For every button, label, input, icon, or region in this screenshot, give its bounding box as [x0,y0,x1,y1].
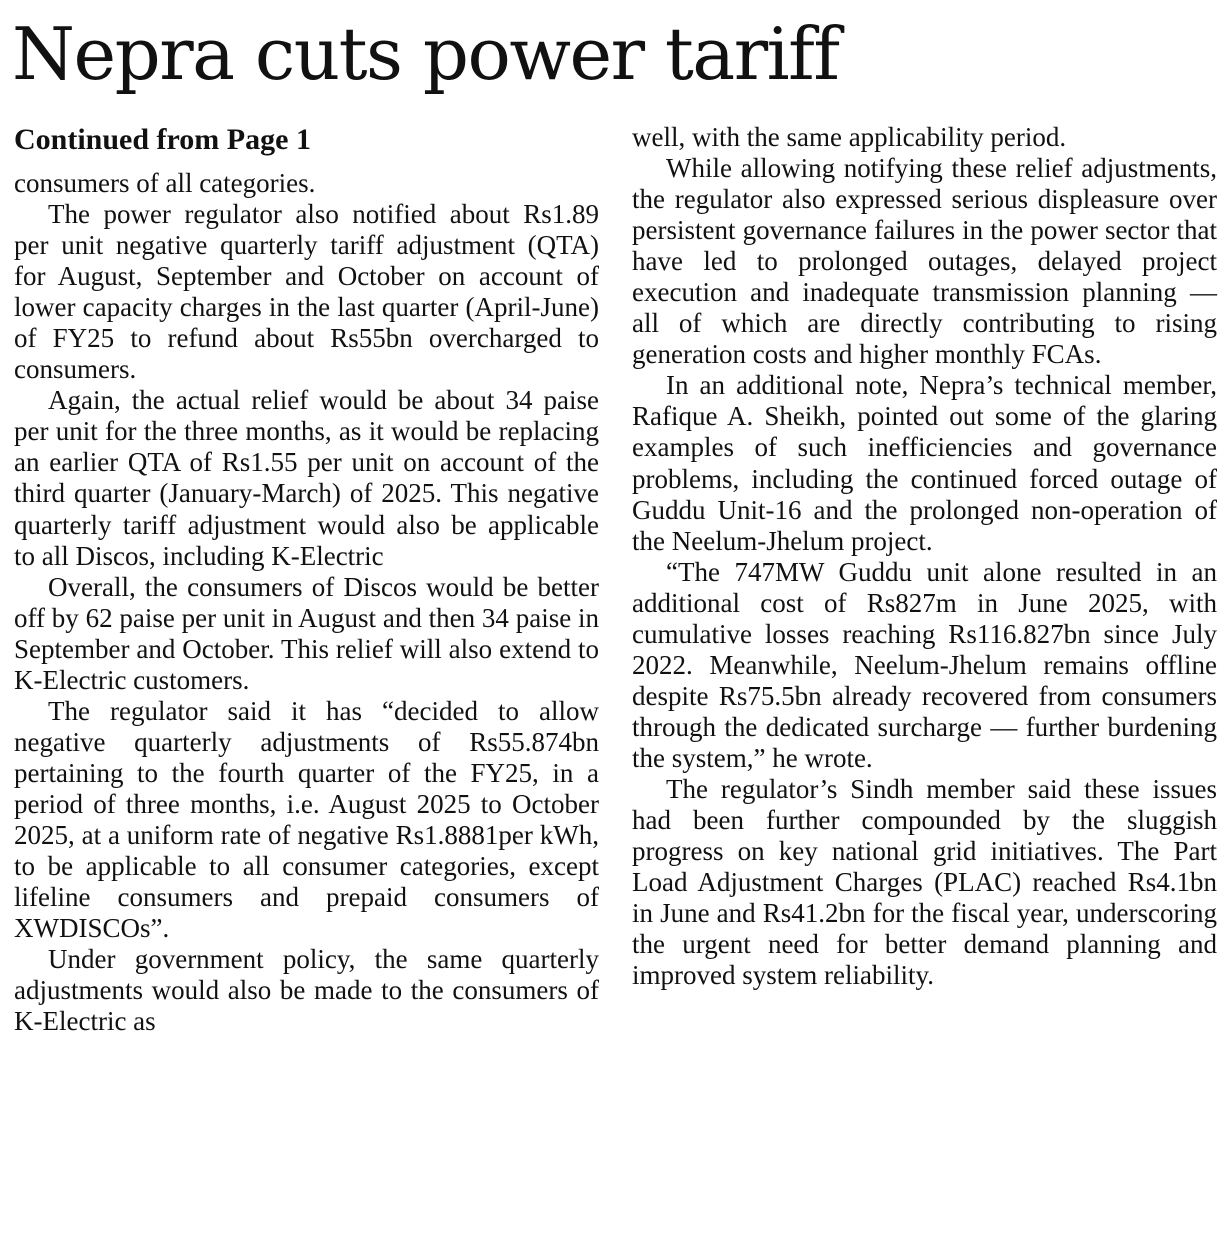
paragraph: While allowing notifying these relief adjustments, the regulator also expressed serious displeasure over persistent governance failures in the power sector that have led to prolonged outages, delayed project execution and inadequate transmission planning — all of which are directly contributing to rising generation costs and higher monthly FCAs. [632,153,1217,370]
article-column-right [632,122,1217,991]
paragraph: well, with the same applicability period. [632,122,1067,152]
paragraph: The regulator said it has “decided to allow negative quarterly adjustments of Rs55.874bn pertaining to the fourth quarter of the FY25, in a period of three months, i.e. August 2025 to October 2025, at a uniform rate of negative Rs1.8881per kWh, to be applicable to all consumer categories, except lifeline consumers and prepaid consumers of XWDISCOs”. [14,695,599,944]
paragraph: consumers of all categories. [14,168,316,198]
headline: Nepra cuts power tariff [12,12,839,96]
continued-from-label: Continued from Page 1 [14,123,311,156]
paragraph: In an additional note, Nepra’s technical member, Rafique A. Sheikh, pointed out some of the glaring examples of such inefficiencies and governance problems, including the continued forced outage of Guddu Unit-16 and the prolonged non-operation of the Neelum-Jhelum project. [632,370,1217,556]
paragraph: Overall, the consumers of Discos would be better off by 62 paise per unit in August and then 34 paise in September and October. This relief will also extend to K-Electric customers. [14,571,599,695]
article-column-left [14,122,599,1037]
paragraph: The regulator’s Sindh member said these issues had been further compounded by the sluggish progress on key national grid initiatives. The Part Load Adjustment Charges (PLAC) reached Rs4.1bn in June and Rs41.2bn for the fiscal year, underscoring the urgent need for better demand planning and improved system reliability. [632,773,1217,991]
paragraph: Again, the actual relief would be about 34 paise per unit for the three months, as it would be replacing an earlier QTA of Rs1.55 per unit on account of the third quarter (January-March) of 2025. This negative quarterly tariff adjustment would also be applicable to all Discos, including K-Electric [14,385,599,571]
paragraph: “The 747MW Guddu unit alone resulted in an additional cost of Rs827m in June 2025, with cumulative losses reaching Rs116.827bn since July 2022. Meanwhile, Neelum-Jhelum remains offline despite Rs75.5bn already recovered from consumers through the dedicated surcharge — further burdening the system,” he wrote. [632,556,1217,773]
paragraph: The power regulator also notified about Rs1.89 per unit negative quarterly tariff adjustment (QTA) for August, September and October on account of lower capacity charges in the last quarter (April-June) of FY25 to refund about Rs55bn overcharged to consumers. [14,199,599,385]
paragraph: Under government policy, the same quarterly adjustments would also be made to the consumers of K-Electric as [14,944,599,1037]
